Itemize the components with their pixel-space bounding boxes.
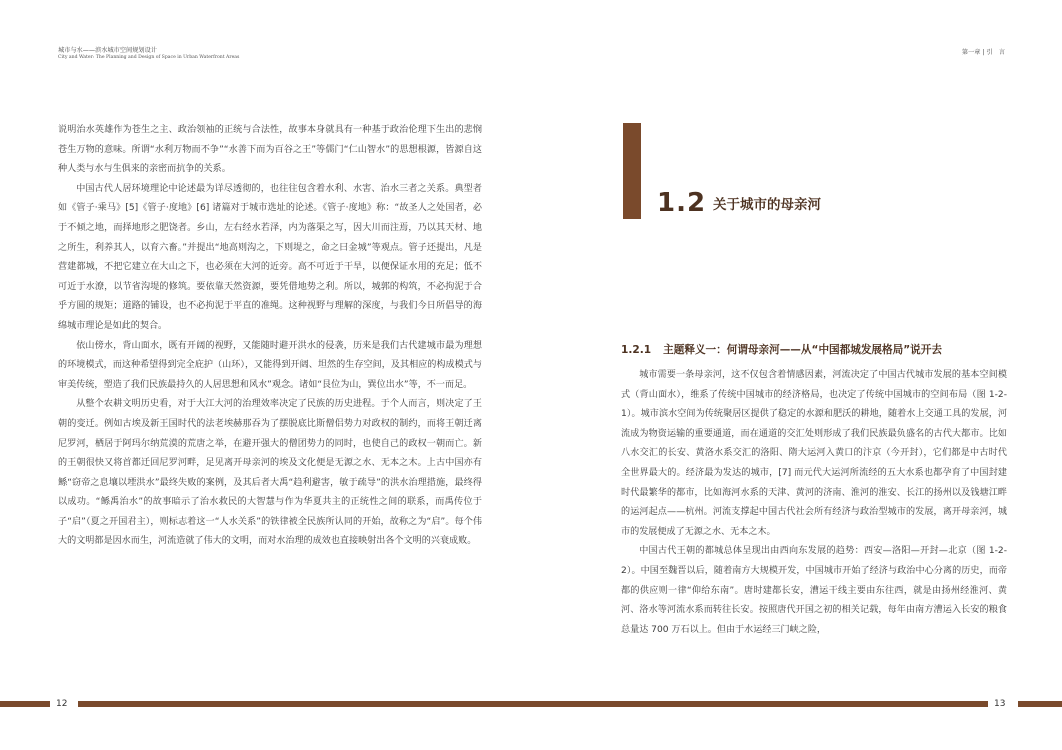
right-paragraph-2: 中国古代王朝的都城总体呈现出由西向东发展的趋势：西安—洛阳—开封—北京（图 1-2-2）。中国至魏晋以后，随着南方大规模开发，中国城市开始了经济与政治中心分离的历史，而帝都的供应则一律“仰给东南”。唐时建都长安，漕运干线主要由东往西，就是由扬州经淮河、黄河、洛水等河流水系而转往长安。按照唐代开国之初的相关记载，每年由南方漕运入长安的粮食总量达 700 万石以上。但由于水运经三门峡之险， xyxy=(621,546,1007,635)
chapter-header: 第一章 | 引 言 xyxy=(961,49,1005,56)
page-number-left: 12 xyxy=(56,699,68,709)
section-accent-bar xyxy=(623,123,641,219)
book-title: 城市与水——滨水城市空间规划设计 xyxy=(58,47,157,54)
section-number: 1.2 xyxy=(657,188,707,218)
left-paragraph-1: 说明治水英雄作为苍生之主、政治领袖的正统与合法性，故事本身就具有一种基于政治伦理下生出的悲悯苍生万物的意味。所谓“水利万物而不争”“水善下而为百谷之王”等儒门“仁山智水”的思想根源，皆源自这种人类与水与生俱来的亲密而抗争的关系。 xyxy=(58,125,482,175)
left-paragraph-2: 中国古代人居环境理论中论述最为详尽透彻的，也往往包含着水利、水害、治水三者之关系。典型者如《管子·乘马》[5]《管子·度地》[6] 诸篇对于城市选址的论述。《管子·度地》称：“故圣人之处国者，必于不倾之地，而择地形之肥饶者。乡山，左右经水若泽，内为落渠之写，因大川而注焉，乃以其天材、地之所生，利养其人，以育六畜。”并提出“地高则沟之，下则堤之，命之曰金城”等观点。管子还提出，凡是营建都城，不把它建立在大山之下，也必须在大河的近旁。高不可近于干旱，以便保证水用的充足；低不可近于水潦，以节省沟堤的修筑。要依靠天然资源，要凭借地势之利。所以，城郭的构筑，不必拘泥于合乎方圆的规矩；道路的铺设，也不必拘泥于平直的准绳。这种视野与理解的深度，与我们今日所倡导的海绵城市理论是如此的契合。 xyxy=(58,183,482,331)
section-title: 关于城市的母亲河 xyxy=(713,197,821,213)
footer-bar-right-long xyxy=(531,701,988,707)
footer-bar-right-short xyxy=(1018,701,1062,707)
footer-bar-left-short xyxy=(0,701,50,707)
right-paragraph-1: 城市需要一条母亲河，这不仅包含着情感因素，河流决定了中国古代城市发展的基本空间模式（背山面水），维系了传统中国城市的经济格局，也决定了传统中国城市的空间布局（图 1-2-1）。城市滨水空间为传统聚居区提供了稳定的水源和肥沃的耕地，随着水上交通工具的发展，河流成为物资运输的重要通道，而在通道的交汇处则形成了我们民族最负盛名的古代大都市。比如八水交汇的长安、黄洛水系交汇的洛阳、隋大运河入黄口的汴京（今开封），它们都是中古时代全世界最大的。经济最为发达的城市，[7] 而元代大运河所流经的五大水系也都孕育了中国封建时代最繁华的都市，比如海河水系的天津、黄河的济南、淮河的淮安、长江的扬州以及钱塘江畔的运河起点——杭州。河流支撑起中国古代社会所有经济与政治型城市的发展，离开母亲河，城市的发展便成了无源之水、无本之木。 xyxy=(621,370,1007,537)
left-body-text xyxy=(58,121,482,552)
right-body-text xyxy=(621,366,1007,640)
footer-bar-left-long xyxy=(78,701,531,707)
left-paragraph-4: 从整个农耕文明历史看，对于大江大河的治理效率决定了民族的历史进程。于个人而言，则决定了王朝的变迁。例如古埃及新王国时代的法老埃赫那吞为了摆脱底比斯僧侣势力对政权的制约，而将王朝迁离尼罗河，栖居于阿玛尔纳荒漠的荒唐之举，在避开强大的僧团势力的同时，也使自己的政权一朝而亡。新的王朝很快又将首都迁回尼罗河畔，足见离开母亲河的埃及文化便是无源之水、无本之木。上古中国亦有鲧“窃帝之息壤以堙洪水”最终失败的案例，及其后者大禹“趋利避害，敏于疏导”的洪水治理措施，最终得以成功。“鲧禹治水”的故事暗示了治水救民的大智慧与作为华夏共主的正统性之间的联系，而禹传位于子“启”（夏之开国君主），则标志着这一“人水关系”的铁律被全民族所认同的开始，故称之为“启”。每个伟大的文明都是因水而生，河流造就了伟大的文明，而对水治理的成效也直接映射出各个文明的兴衰成败。 xyxy=(58,399,482,547)
subsection-title: 主题释义一：何谓母亲河——从“中国都城发展格局”说开去 xyxy=(663,344,942,356)
subsection-heading xyxy=(621,342,942,358)
left-paragraph-3: 依山傍水，背山面水，既有开阔的视野，又能随时避开洪水的侵袭，历来是我们古代建城市最为理想的环境模式，而这种希望得到完全庇护（山环），又能得到开阔、坦然的生存空间，及其相应的构成模式与审美传统，塑造了我们民族最持久的人居思想和风水”观念。诸如“艮位为山，巽位出水”等，不一而足。 xyxy=(58,340,482,390)
page-number-right: 13 xyxy=(994,699,1006,709)
subsection-number: 1.2.1 xyxy=(621,344,652,356)
book-title-english: City and Water: The Planning and Design of Space in Urban Waterfront Areas xyxy=(58,55,240,60)
